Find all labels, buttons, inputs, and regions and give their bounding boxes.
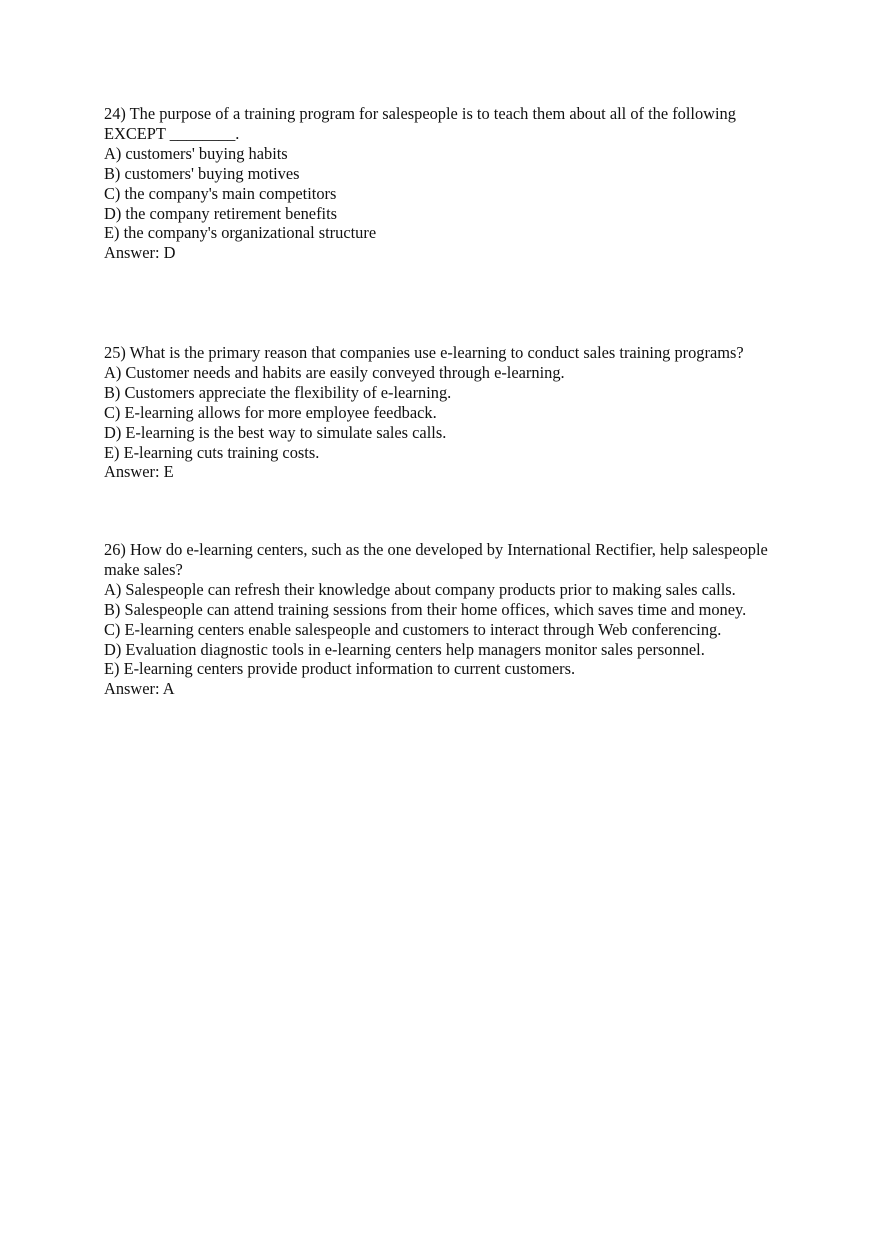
option-a: A) Salespeople can refresh their knowledge about company products prior to making sales calls. [104, 579, 736, 599]
option-e: E) the company's organizational structure [104, 223, 377, 243]
option-e: E) E-learning centers provide product information to current customers. [104, 659, 576, 679]
question-stem: 25) What is the primary reason that companies use e-learning to conduct sales training programs? [104, 343, 744, 362]
option-d: D) the company retirement benefits [104, 203, 338, 223]
answer-text: Answer: E [104, 462, 174, 482]
question-25 [104, 343, 784, 482]
option-b: B) customers' buying motives [104, 163, 300, 183]
option-b: B) Customers appreciate the flexibility of e-learning. [104, 382, 452, 402]
answer-text: Answer: A [104, 679, 175, 699]
question-stem: 26) How do e-learning centers, such as the one developed by International Rectifier, help salespeople make sales? [104, 540, 768, 579]
option-a: A) Customer needs and habits are easily conveyed through e-learning. [104, 362, 565, 382]
option-b: B) Salespeople can attend training sessions from their home offices, which saves time and money. [104, 599, 747, 619]
question-24 [104, 104, 784, 263]
question-stem: 24) The purpose of a training program for salespeople is to teach them about all of the following EXCEPT ________. [104, 104, 736, 143]
option-d: D) Evaluation diagnostic tools in e-learning centers help managers monitor sales personnel. [104, 639, 705, 659]
option-c: C) E-learning centers enable salespeople and customers to interact through Web conferencing. [104, 619, 722, 639]
question-26 [104, 540, 784, 699]
option-a: A) customers' buying habits [104, 143, 288, 163]
option-d: D) E-learning is the best way to simulate sales calls. [104, 422, 447, 442]
option-c: C) E-learning allows for more employee feedback. [104, 402, 437, 422]
option-e: E) E-learning cuts training costs. [104, 442, 320, 462]
answer-text: Answer: D [104, 243, 176, 263]
option-c: C) the company's main competitors [104, 183, 337, 203]
